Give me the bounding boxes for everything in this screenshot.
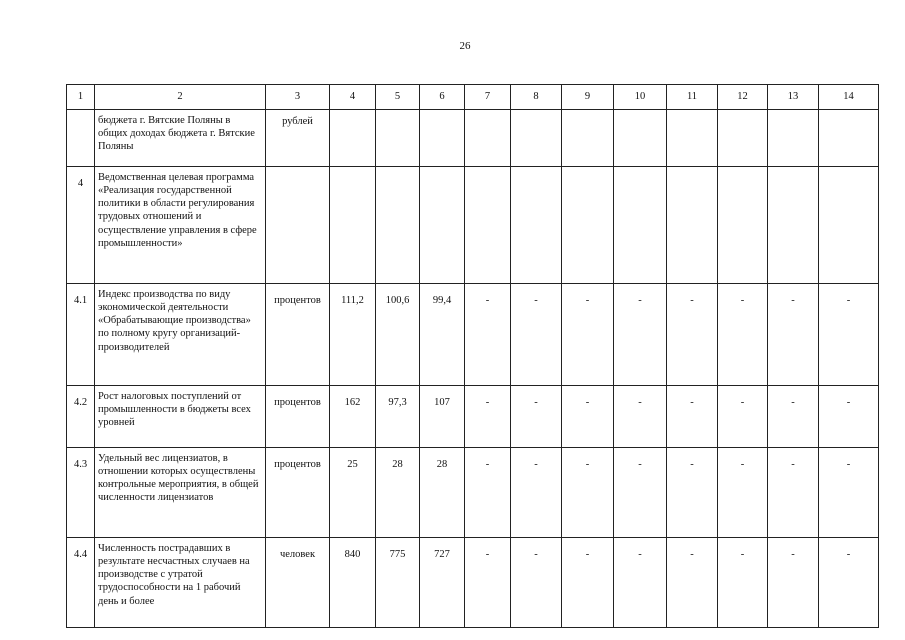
value-cell: 775 [376, 538, 420, 628]
value-cell: - [562, 284, 614, 386]
value-cell: 727 [420, 538, 465, 628]
value-cell: - [819, 284, 879, 386]
value-cell [819, 110, 879, 167]
value-cell: - [768, 284, 819, 386]
table-row [67, 538, 879, 628]
value-cell: - [511, 538, 562, 628]
value-cell: - [614, 538, 667, 628]
table-row [67, 448, 879, 538]
row-number-cell: 4 [67, 167, 95, 284]
column-header: 7 [465, 85, 511, 110]
value-cell [511, 167, 562, 284]
value-cell: - [718, 448, 768, 538]
value-cell: - [511, 448, 562, 538]
indicator-name-cell: Численность пострадавших в результате несчастных случаев на производстве с утратой трудоспособности на 1 рабочий день и более [95, 538, 266, 628]
value-cell: 162 [330, 386, 376, 448]
value-cell [511, 110, 562, 167]
unit-cell: рублей [266, 110, 330, 167]
header-row [67, 85, 879, 110]
value-cell: - [718, 284, 768, 386]
value-cell [420, 167, 465, 284]
value-cell: - [718, 386, 768, 448]
value-cell [562, 110, 614, 167]
column-header: 6 [420, 85, 465, 110]
column-header: 2 [95, 85, 266, 110]
value-cell: 97,3 [376, 386, 420, 448]
value-cell: 28 [420, 448, 465, 538]
value-cell: - [562, 538, 614, 628]
column-header: 8 [511, 85, 562, 110]
row-number-cell [67, 110, 95, 167]
unit-cell: процентов [266, 386, 330, 448]
row-number-cell: 4.3 [67, 448, 95, 538]
value-cell: - [667, 538, 718, 628]
indicator-name-cell: Ведомственная целевая программа «Реализация государственной политики в области регулирования трудовых отношений и осуществление управления в сфере промышленности» [95, 167, 266, 284]
column-header: 3 [266, 85, 330, 110]
table-row [67, 110, 879, 167]
value-cell [465, 167, 511, 284]
value-cell: - [511, 386, 562, 448]
indicators-table [66, 84, 879, 628]
value-cell: 840 [330, 538, 376, 628]
value-cell: - [614, 386, 667, 448]
column-header: 9 [562, 85, 614, 110]
indicator-name-cell: Удельный вес лицензиатов, в отношении которых осуществлены контрольные мероприятия, в общей численности лицензиатов [95, 448, 266, 538]
value-cell: - [562, 448, 614, 538]
value-cell: - [819, 538, 879, 628]
indicator-name-cell: Индекс производства по виду экономической деятельности «Обрабатывающие производства» по полному кругу организаций-производителей [95, 284, 266, 386]
unit-cell: процентов [266, 284, 330, 386]
value-cell: 107 [420, 386, 465, 448]
value-cell: 28 [376, 448, 420, 538]
value-cell [718, 110, 768, 167]
unit-cell: процентов [266, 448, 330, 538]
value-cell: - [465, 386, 511, 448]
page-number: 26 [459, 40, 471, 52]
value-cell: - [768, 386, 819, 448]
value-cell [330, 110, 376, 167]
value-cell: - [768, 448, 819, 538]
value-cell: - [614, 448, 667, 538]
value-cell: 25 [330, 448, 376, 538]
value-cell: - [562, 386, 614, 448]
column-header: 1 [67, 85, 95, 110]
value-cell: - [819, 448, 879, 538]
value-cell: 100,6 [376, 284, 420, 386]
indicator-name-cell: бюджета г. Вятские Поляны в общих доходах бюджета г. Вятские Поляны [95, 110, 266, 167]
value-cell [667, 110, 718, 167]
value-cell [667, 167, 718, 284]
value-cell [718, 167, 768, 284]
value-cell [614, 110, 667, 167]
value-cell: - [718, 538, 768, 628]
row-number-cell: 4.2 [67, 386, 95, 448]
column-header: 10 [614, 85, 667, 110]
value-cell [768, 167, 819, 284]
value-cell: - [667, 448, 718, 538]
value-cell [768, 110, 819, 167]
column-header: 14 [819, 85, 879, 110]
value-cell [420, 110, 465, 167]
value-cell: - [819, 386, 879, 448]
unit-cell [266, 167, 330, 284]
column-header: 12 [718, 85, 768, 110]
row-number-cell: 4.1 [67, 284, 95, 386]
value-cell [330, 167, 376, 284]
column-header: 5 [376, 85, 420, 110]
value-cell: - [614, 284, 667, 386]
value-cell: - [667, 386, 718, 448]
value-cell [376, 110, 420, 167]
value-cell: - [511, 284, 562, 386]
value-cell [376, 167, 420, 284]
value-cell [819, 167, 879, 284]
value-cell [614, 167, 667, 284]
indicator-name-cell: Рост налоговых поступлений от промышленности в бюджеты всех уровней [95, 386, 266, 448]
unit-cell: человек [266, 538, 330, 628]
value-cell [562, 167, 614, 284]
table-row [67, 167, 879, 284]
value-cell: - [465, 284, 511, 386]
value-cell: - [667, 284, 718, 386]
value-cell: - [465, 538, 511, 628]
table-row [67, 284, 879, 386]
row-number-cell: 4.4 [67, 538, 95, 628]
table-row [67, 386, 879, 448]
value-cell: 111,2 [330, 284, 376, 386]
value-cell: 99,4 [420, 284, 465, 386]
value-cell: - [465, 448, 511, 538]
column-header: 13 [768, 85, 819, 110]
column-header: 11 [667, 85, 718, 110]
value-cell: - [768, 538, 819, 628]
value-cell [465, 110, 511, 167]
column-header: 4 [330, 85, 376, 110]
